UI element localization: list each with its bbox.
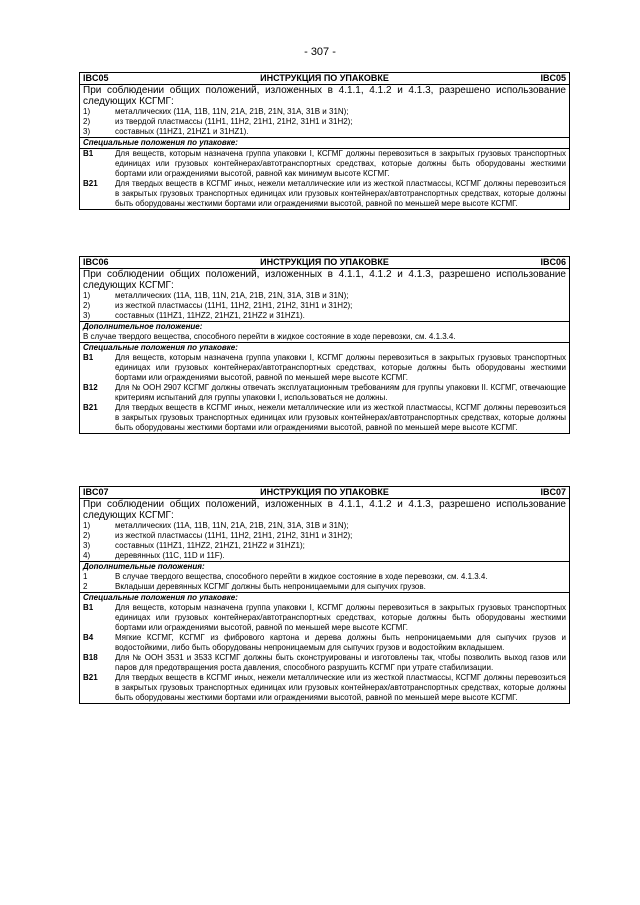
additional-provisions-heading: Дополнительные положения:	[83, 562, 205, 571]
instruction-header	[80, 73, 570, 85]
additional-provision-item: 2 Вкладыши деревянных КСГМГ должны быть непроницаемыми для сыпучих грузов.	[83, 582, 426, 591]
list-item: 3) составных (11HZ1, 21HZ1 и 31HZ1).	[83, 127, 249, 136]
permitted-ibc-section	[80, 499, 570, 562]
list-item: 1) металлических (11A, 11B, 11N, 21A, 21B, 21N, 31A, 31B и 31N);	[83, 521, 349, 530]
instruction-ibc06	[79, 256, 570, 434]
list-item: 3) составных (11HZ1, 11HZ2, 21HZ1, 21HZ2 и 31HZ1);	[83, 541, 305, 550]
provision-item: B21 Для твердых веществ в КСГМГ иных, нежели металлические или из жесткой пластмассы, КСГМГ должны перевозиться в закрытых грузовых транспортных единицах или грузовых контейнерах/автотранспортных средствах, которые должны быть оборудованы жесткими бортами или ограждениями высотой, равной по меньшей мере высоте КСГМГ.	[83, 403, 566, 432]
special-provisions	[80, 593, 570, 704]
special-provisions-heading: Специальные положения по упаковке:	[83, 343, 238, 352]
intro-text: При соблюдении общих положений, изложенных в 4.1.1, 4.1.2 и 4.1.3, разрешено использование следующих КСГМГ:	[83, 499, 566, 521]
instruction-code: IBC07	[83, 487, 109, 497]
list-item: 2) из жесткой пластмассы (11H1, 11H2, 21H1, 21H2, 31H1 и 31H2);	[83, 531, 353, 540]
provision-item: B18 Для № ООН 3531 и 3533 КСГМГ должны быть сконструированы и изготовлены так, чтобы позволить выход газов или паров для предотвращения роста давления, способного разрушить КСГМГ при утрате стабилизации.	[83, 653, 566, 672]
provision-item: B21 Для твердых веществ в КСГМГ иных, нежели металлические или из жесткой пластмассы, КСГМГ должны перевозиться в закрытых грузовых транспортных единицах или грузовых контейнерах/автотранспортных средствах, которые должны быть оборудованы жесткими бортами или ограждениями высотой, равной по меньшей мере высоте КСГМГ.	[83, 179, 566, 208]
permitted-ibc-section	[80, 85, 570, 138]
special-provisions-heading: Специальные положения по упаковке:	[83, 138, 238, 147]
page-number: - 307 -	[304, 46, 336, 58]
provision-item: B1 Для веществ, которым назначена группа упаковки I, КСГМГ должны перевозиться в закрытых грузовых транспортных единицах или грузовых контейнерах/автотранспортных средствах, которые должны быть оборудованы жесткими бортами или ограждениями высотой, равной по меньшей мере высоте КСГМГ.	[83, 353, 566, 382]
special-provisions-heading: Специальные положения по упаковке:	[83, 593, 238, 602]
special-provisions-heading-cell	[80, 138, 570, 149]
special-provisions	[80, 343, 570, 434]
intro-text: При соблюдении общих положений, изложенных в 4.1.1, 4.1.2 и 4.1.3, разрешено использование следующих КСГМГ:	[83, 269, 566, 291]
instruction-ibc07	[79, 486, 570, 704]
permitted-ibc-section	[80, 269, 570, 322]
provision-item: B21 Для твердых веществ в КСГМГ иных, нежели металлические или из жесткой пластмассы, КСГМГ должны перевозиться в закрытых грузовых транспортных единицах или грузовых контейнерах/автотранспортных средствах, которые должны быть оборудованы жесткими бортами или ограждениями высотой, равной по меньшей мере высоте КСГМГ.	[83, 673, 566, 702]
list-item: 2) из жесткой пластмассы (11H1, 11H2, 21H1, 21H2, 31H1 и 31H2);	[83, 301, 353, 310]
instruction-code-right: IBC07	[540, 487, 566, 497]
instruction-code-right: IBC06	[540, 257, 566, 267]
list-item: 1) металлических (11A, 11B, 11N, 21A, 21B, 21N, 31A, 31B и 31N);	[83, 291, 349, 300]
instruction-header	[80, 257, 570, 269]
instruction-code: IBC05	[83, 73, 109, 83]
additional-provisions	[80, 322, 570, 343]
additional-provisions-heading: Дополнительное положение:	[83, 322, 203, 331]
additional-provision-item: 1 В случае твердого вещества, способного перейти в жидкое состояние в ходе перевозки, см. 4.1.3.4.	[83, 572, 488, 581]
instruction-title: ИНСТРУКЦИЯ ПО УПАКОВКЕ	[260, 487, 389, 497]
provision-item: B1 Для веществ, которым назначена группа упаковки I, КСГМГ должны перевозиться в закрытых грузовых транспортных единицах или грузовых контейнерах/автотранспортных средствах, которые должны быть оборудованы жесткими бортами или ограждениями высотой, равной как минимум высоте КСГМГ.	[83, 149, 566, 178]
provision-item: B4 Мягкие КСГМГ, КСГМГ из фибрового картона и дерева должны быть непроницаемыми для сыпучих грузов и водостойкими, либо быть оборудованы непроницаемым для сыпучих грузов и водостойким вкладышем.	[83, 633, 566, 652]
additional-provisions	[80, 562, 570, 593]
instruction-ibc05	[79, 72, 570, 210]
list-item: 2) из твердой пластмассы (11H1, 11H2, 21H1, 21H2, 31H1 и 31H2);	[83, 117, 353, 126]
instruction-code: IBC06	[83, 257, 109, 267]
instruction-code-right: IBC05	[540, 73, 566, 83]
instruction-title: ИНСТРУКЦИЯ ПО УПАКОВКЕ	[260, 73, 389, 83]
list-item: 3) составных (11HZ1, 11HZ2, 21HZ1, 21HZ2 и 31HZ1).	[83, 311, 305, 320]
intro-text: При соблюдении общих положений, изложенных в 4.1.1, 4.1.2 и 4.1.3, разрешено использование следующих КСГМГ:	[83, 85, 566, 107]
instruction-title: ИНСТРУКЦИЯ ПО УПАКОВКЕ	[260, 257, 389, 267]
list-item: 1) металлических (11A, 11B, 11N, 21A, 21B, 21N, 31A, 31B и 31N);	[83, 107, 349, 116]
additional-provision-text: В случае твердого вещества, способного перейти в жидкое состояние в ходе перевозки, см. 4.1.3.4.	[83, 332, 456, 341]
provision-item: B1 Для веществ, которым назначена группа упаковки I, КСГМГ должны перевозиться в закрытых грузовых транспортных единицах или грузовых контейнерах/автотранспортных средствах, которые должны быть оборудованы жесткими бортами или ограждениями высотой, равной по меньшей мере высоте КСГМГ.	[83, 603, 566, 632]
special-provisions	[80, 149, 570, 210]
provision-item: B12 Для № ООН 2907 КСГМГ должны отвечать эксплуатационным требованиям для группы упаковки II. КСГМГ, отвечающие критериям испытаний для группы упаковки I, использоваться не должны.	[83, 383, 566, 402]
list-item: 4) деревянных (11C, 11D и 11F).	[83, 551, 225, 560]
instruction-header	[80, 487, 570, 499]
